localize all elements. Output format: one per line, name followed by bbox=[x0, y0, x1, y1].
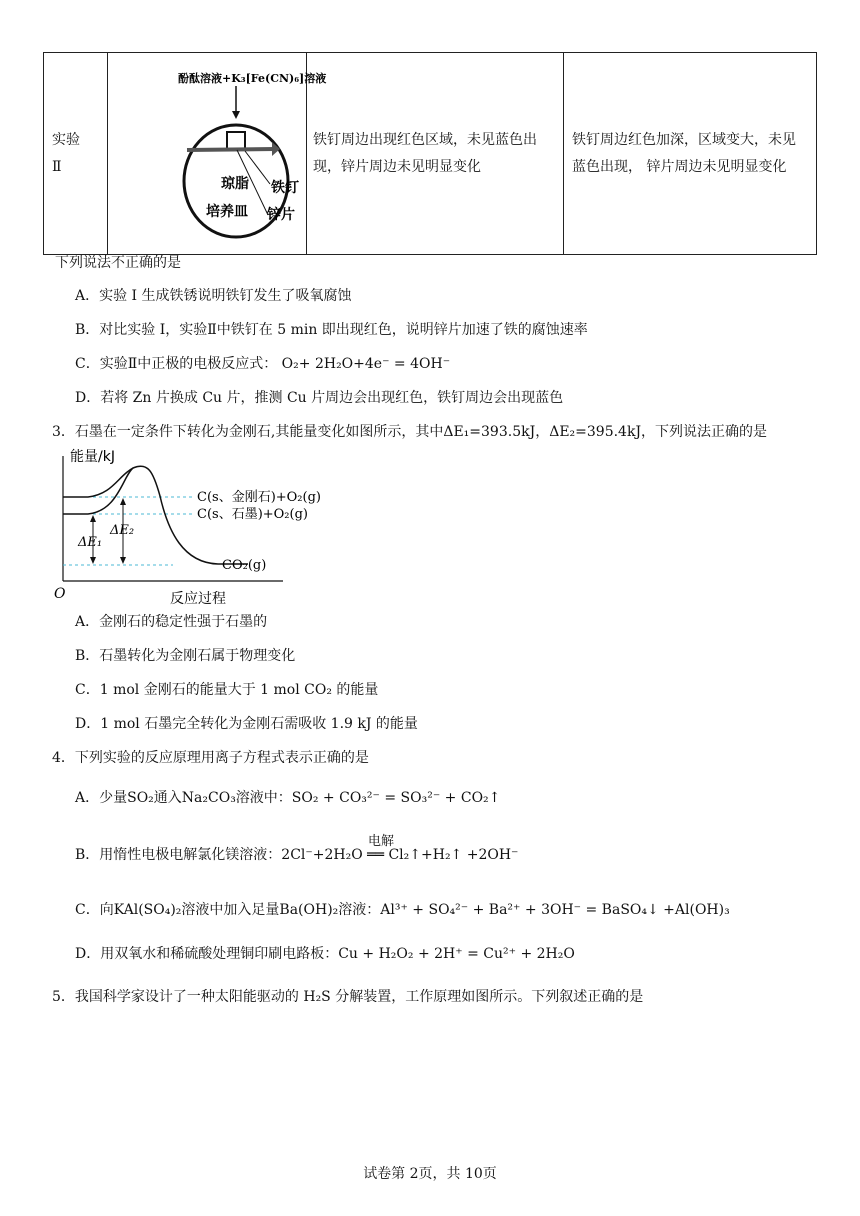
q2-option-b: B．对比实验 I，实验Ⅱ中铁钉在 5 min 即出现红色，说明锌片加速了铁的腐蚀速率 bbox=[75, 322, 588, 338]
q2-option-a: A．实验 I 生成铁锈说明铁钉发生了吸氧腐蚀 bbox=[75, 288, 352, 304]
co2-level-label: CO₂(g) bbox=[222, 558, 267, 573]
electrolysis-label: 电解 bbox=[368, 834, 395, 849]
experiment-figure-cell bbox=[108, 53, 327, 255]
row-label: 实验Ⅱ bbox=[44, 53, 108, 255]
q3-option-a: A．金刚石的稳定性强于石墨的 bbox=[75, 614, 268, 630]
graphite-level-label: C(s、石墨)+O₂(g) bbox=[197, 507, 308, 522]
zinc-sheet bbox=[227, 132, 245, 150]
q4-option-d: D．用双氧水和稀硫酸处理铜印刷电路板：Cu + H₂O₂ + 2H⁺ = Cu²⁺ + 2H₂O bbox=[75, 946, 575, 962]
q2-option-d: D．若将 Zn 片换成 Cu 片，推测 Cu 片周边会出现红色，铁钉周边会出现蓝色 bbox=[75, 390, 564, 406]
table-row bbox=[44, 53, 817, 255]
q4-stem: 4．下列实验的反应原理用离子方程式表示正确的是 bbox=[52, 750, 369, 766]
origin-label: O bbox=[54, 586, 66, 602]
q2-stem: 下列说法不正确的是 bbox=[55, 255, 181, 271]
q4-option-b: B．用惰性电极电解氯化镁溶液：2Cl⁻+2H₂O ══ Cl₂↑+H₂↑ +2OH⁻ bbox=[75, 847, 519, 863]
q3-option-c: C．1 mol 金刚石的能量大于 1 mol CO₂ 的能量 bbox=[75, 682, 379, 698]
energy-diagram bbox=[48, 446, 328, 608]
delta-e2-label: ΔE₂ bbox=[110, 523, 135, 538]
svg-text:铁钉: 铁钉 bbox=[271, 180, 299, 196]
phenomenon-early: 铁钉周边出现红色区域，未见蓝色出现，锌片周边未见明显变化 bbox=[307, 53, 564, 255]
svg-text:琼脂: 琼脂 bbox=[221, 176, 249, 192]
experiment-table bbox=[43, 52, 817, 255]
svg-text:锌片: 锌片 bbox=[267, 207, 295, 223]
q3-stem: 3．石墨在一定条件下转化为金刚石,其能量变化如图所示，其中ΔE₁=393.5kJ，ΔE₂=395.4kJ，下列说法正确的是 bbox=[52, 424, 768, 440]
q4-option-a: A．少量SO₂通入Na₂CO₃溶液中：SO₂ + CO₃²⁻ = SO₃²⁻ + CO₂↑ bbox=[75, 790, 501, 806]
delta-e1-label: ΔE₁ bbox=[78, 535, 103, 550]
y-axis-label: 能量/kJ bbox=[70, 449, 115, 465]
petri-dish-figure bbox=[108, 53, 327, 244]
q3-option-d: D．1 mol 石墨完全转化为金刚石需吸收 1.9 kJ 的能量 bbox=[75, 716, 418, 732]
phenomenon-late: 铁钉周边红色加深，区域变大，未见蓝色出现， 锌片周边未见明显变化 bbox=[564, 53, 817, 255]
diamond-level-label: C(s、金刚石)+O₂(g) bbox=[197, 490, 321, 505]
svg-text:培养皿: 培养皿 bbox=[206, 204, 248, 220]
q4-option-c: C．向KAl(SO₄)₂溶液中加入足量Ba(OH)₂溶液：Al³⁺ + SO₄²⁻ + Ba²⁺ + 3OH⁻ = BaSO₄↓ +Al(OH)₃ bbox=[75, 902, 730, 918]
x-axis-label: 反应过程 bbox=[170, 591, 226, 607]
q2-option-c: C．实验Ⅱ中正极的电极反应式： O₂+ 2H₂O+4e⁻ = 4OH⁻ bbox=[75, 356, 451, 372]
q3-option-b: B．石墨转化为金刚石属于物理变化 bbox=[75, 648, 296, 664]
q5-stem: 5．我国科学家设计了一种太阳能驱动的 H₂S 分解装置，工作原理如图所示。下列叙述正确的是 bbox=[52, 989, 644, 1005]
page-footer: 试卷第 2页，共 10页 bbox=[363, 1166, 497, 1182]
reagent-label: 酚酞溶液+K₃[Fe(CN)₆]溶液 bbox=[178, 72, 327, 85]
